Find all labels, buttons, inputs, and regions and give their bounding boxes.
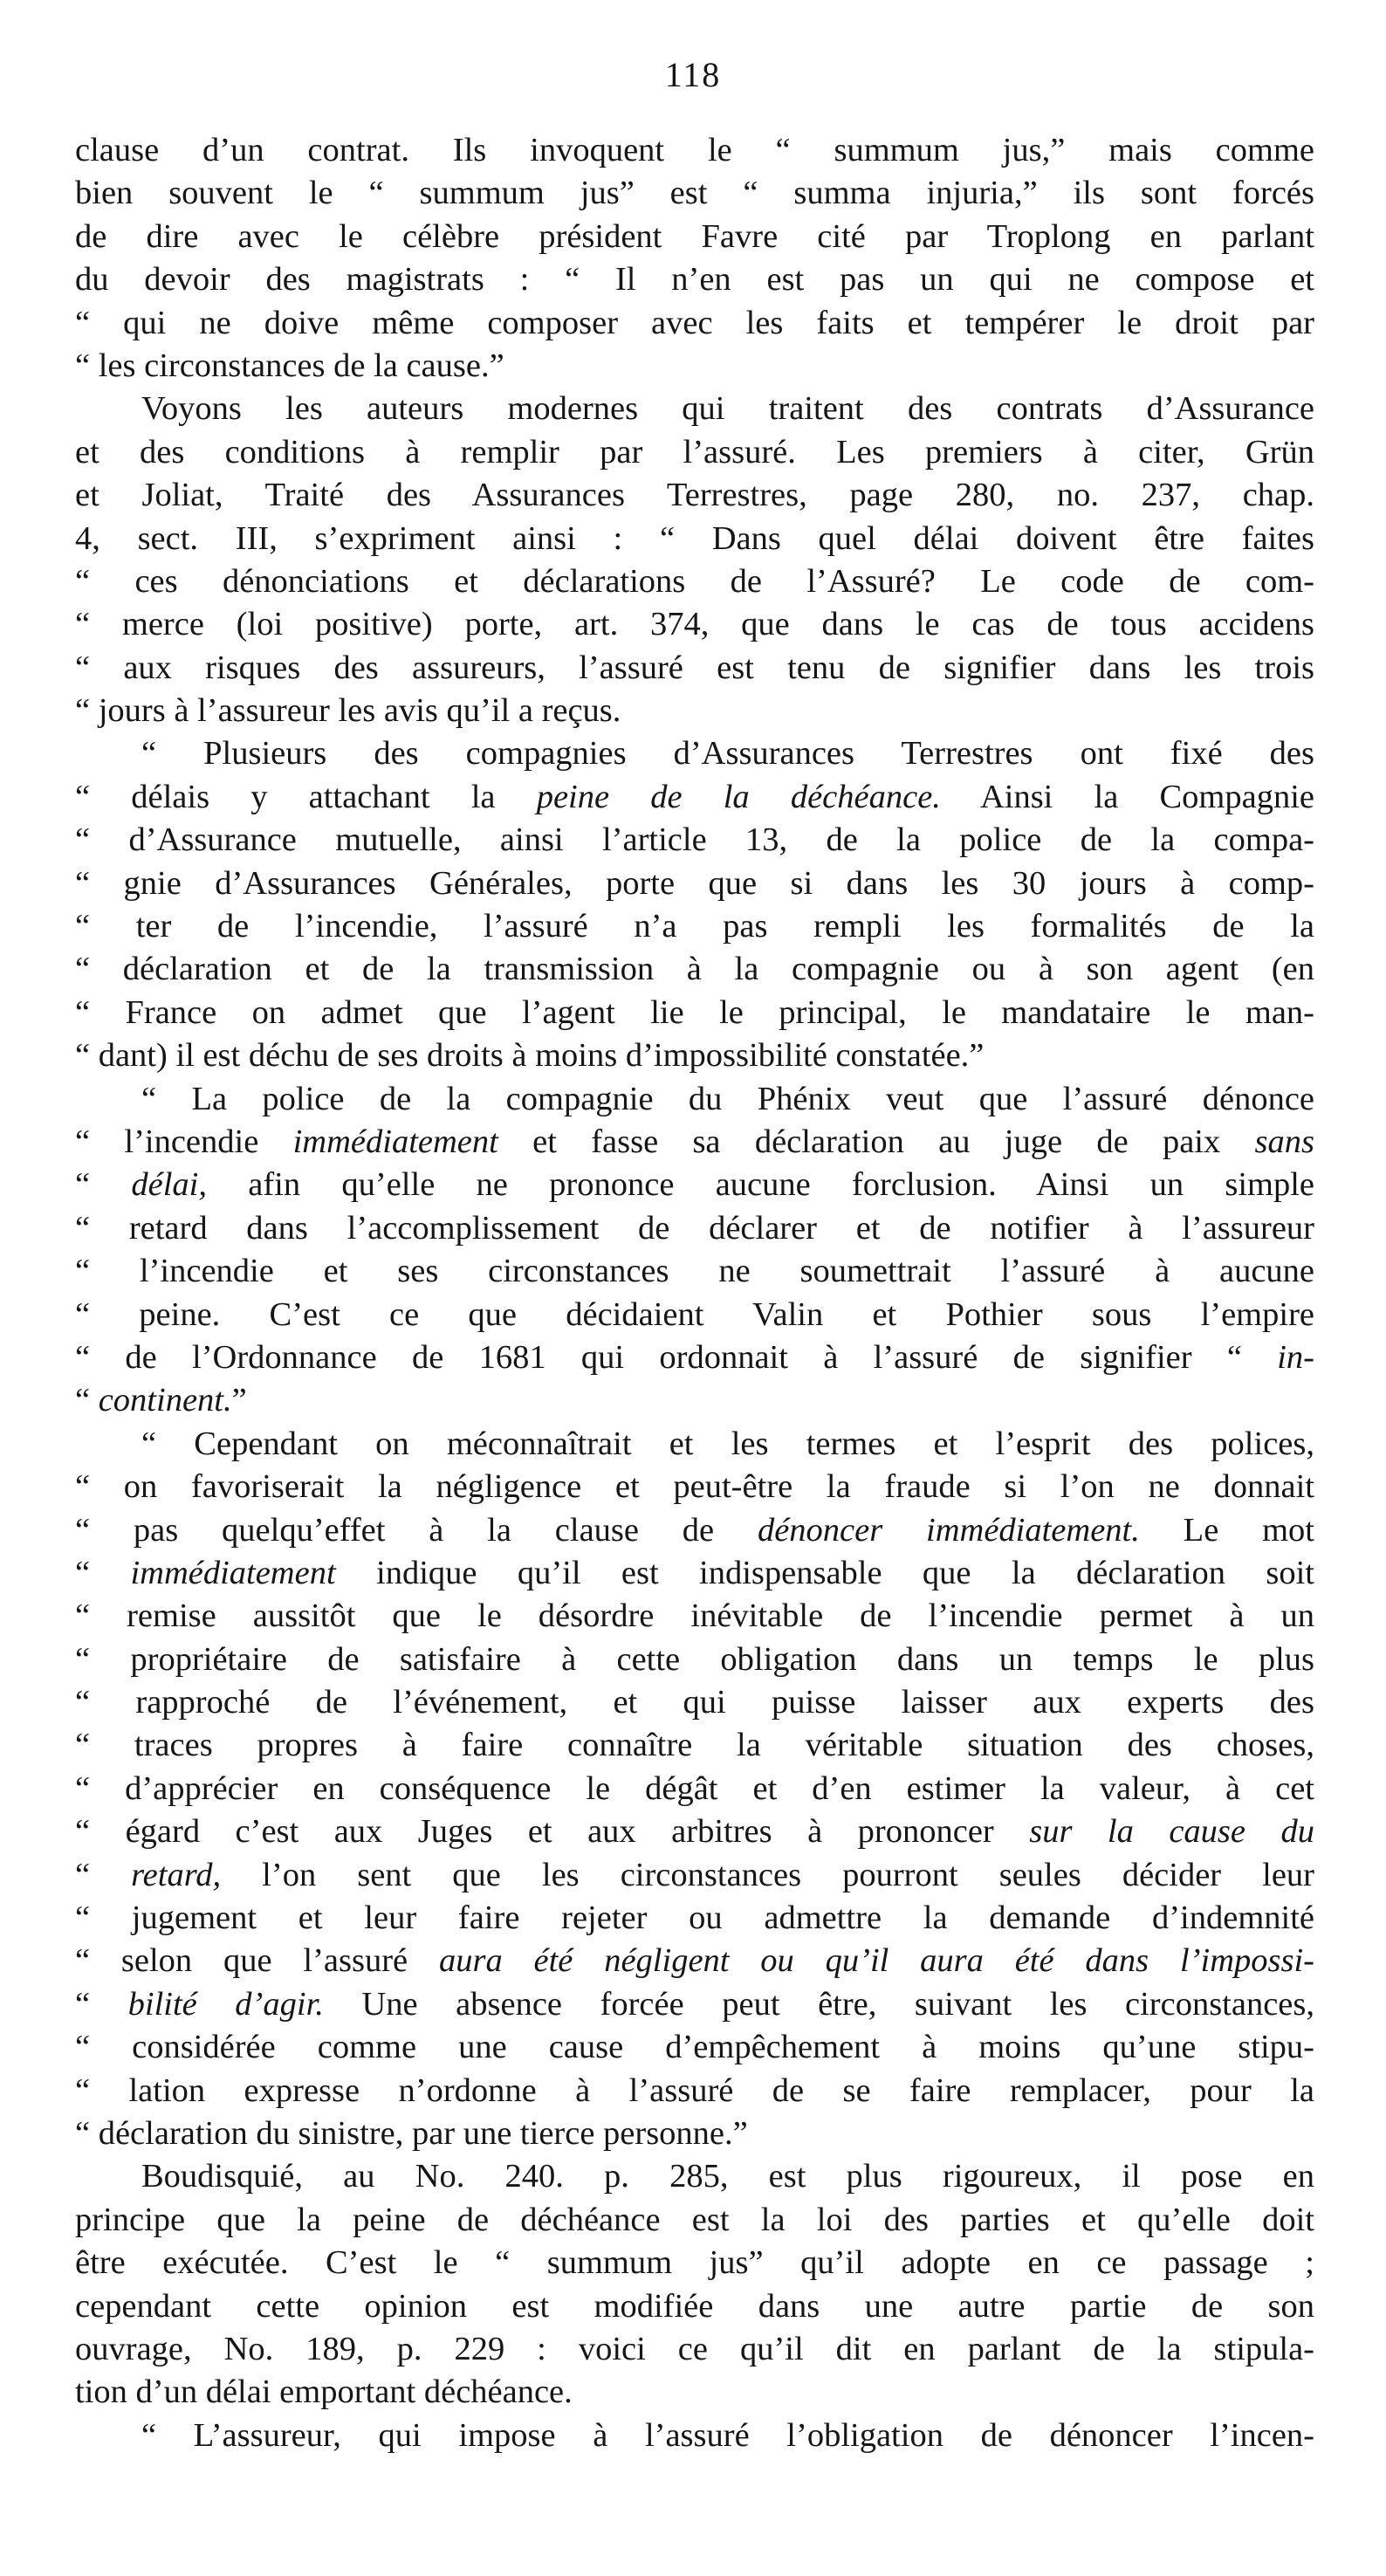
text-line <box>75 474 1314 517</box>
text-segment: “ dant) il est déchu de ses droits à moins d’impossibilité constatée.” <box>75 1037 985 1075</box>
text-line <box>75 2371 1314 2414</box>
text-segment: l’on sent que les circonstances pourront seules décider leur <box>221 1856 1314 1893</box>
text-segment: “ peine. C’est ce que décidaient Valin et Pothier sous l’empire <box>75 1295 1314 1333</box>
text-line <box>75 647 1314 690</box>
text-segment: “ jugement et leur faire rejeter ou admettre la demande d’indemnité <box>75 1899 1314 1937</box>
text-line <box>75 1294 1314 1336</box>
text-line <box>75 1423 1314 1466</box>
text-segment: et des conditions à remplir par l’assuré. Les premiers à citer, Grün <box>75 433 1314 471</box>
text-segment: ” <box>231 1382 247 1419</box>
text-line <box>75 1336 1314 1379</box>
text-segment: “ déclaration et de la transmission à la compagnie ou à son agent (en <box>75 951 1314 988</box>
page-number: 118 <box>664 55 722 94</box>
text-line <box>75 1724 1314 1767</box>
text-segment: afin qu’elle ne prononce aucune forclusion. Ainsi un simple <box>206 1166 1315 1204</box>
text-segment: “ <box>75 1985 128 2023</box>
italic-text: dénoncer immédiatement. <box>757 1511 1140 1549</box>
text-segment: “ selon que l’assuré <box>75 1942 439 1980</box>
text-segment: “ merce (loi positive) porte, art. 374, que dans le cas de tous accidens <box>75 606 1314 643</box>
text-line <box>75 1854 1314 1897</box>
text-segment: “ La police de la compagnie du Phénix veut que l’assuré dénonce <box>141 1080 1314 1117</box>
text-segment: “ remise aussitôt que le désordre inévitable de l’incendie permet à un <box>75 1597 1314 1635</box>
text-line <box>75 1897 1314 1940</box>
text-segment: “ pas quelqu’effet à la clause de <box>75 1511 758 1549</box>
text-line <box>75 2242 1314 2284</box>
text-line <box>75 1207 1314 1250</box>
text-line <box>75 1379 1314 1422</box>
text-segment: de dire avec le célèbre président Favre cité par Troplong en parlant <box>75 217 1314 255</box>
text-line <box>75 2328 1314 2371</box>
text-line <box>75 258 1314 301</box>
text-segment: être exécutée. C’est le “ summum jus” qu’il adopte en ce passage ; <box>75 2244 1314 2282</box>
text-segment: “ d’apprécier en conséquence le dégât et d’en estimer la valeur, à cet <box>75 1769 1314 1807</box>
text-line <box>75 216 1314 258</box>
text-line <box>75 345 1314 388</box>
text-line <box>75 1121 1314 1164</box>
italic-text: continent. <box>98 1382 232 1419</box>
text-line <box>75 2070 1314 2112</box>
text-segment: “ aux risques des assureurs, l’assuré est tenu de signifier dans les trois <box>75 649 1314 686</box>
text-line <box>75 862 1314 905</box>
text-line <box>75 732 1314 775</box>
text-segment: du devoir des magistrats : “ Il n’en est pas un qui ne compose et <box>75 261 1314 299</box>
text-segment: “ ter de l’incendie, l’assuré n’a pas rempli les formalités de la <box>75 908 1314 945</box>
text-line <box>75 1078 1314 1121</box>
text-segment: “ <box>75 1166 132 1204</box>
text-segment: “ délais y attachant la <box>75 778 537 815</box>
text-segment: “ <box>75 1856 132 1893</box>
text-line <box>75 1768 1314 1810</box>
text-line <box>75 2026 1314 2069</box>
text-segment: Le mot <box>1139 1511 1314 1549</box>
text-line <box>75 518 1314 560</box>
text-segment: et Joliat, Traité des Assurances Terrestres, page 280, no. 237, chap. <box>75 477 1314 514</box>
text-line <box>75 1466 1314 1508</box>
text-line <box>75 1250 1314 1293</box>
text-line <box>75 1681 1314 1724</box>
text-segment: Une absence forcée peut être, suivant les circonstances, <box>323 1985 1314 2023</box>
text-line <box>75 1509 1314 1552</box>
text-segment: 4, sect. III, s’expriment ainsi : “ Dans quel délai doivent être faites <box>75 519 1314 557</box>
text-segment: bien souvent le “ summum jus” est “ summa injuria,” ils sont forcés <box>75 175 1314 212</box>
text-segment: “ <box>75 1382 99 1419</box>
text-segment: clause d’un contrat. Ils invoquent le “ summum jus,” mais comme <box>75 132 1314 168</box>
text-line <box>75 172 1314 215</box>
text-segment: “ jours à l’assureur les avis qu’il a reçus. <box>75 692 621 730</box>
text-segment: “ les circonstances de la cause.” <box>75 347 504 384</box>
text-line <box>75 2112 1314 2155</box>
italic-text: retard, <box>131 1856 222 1893</box>
text-segment: “ gnie d’Assurances Générales, porte que si dans les 30 jours à comp- <box>75 864 1314 902</box>
text-segment: “ égard c’est aux Juges et aux arbitres à prononcer <box>75 1813 1030 1851</box>
text-line <box>75 2199 1314 2242</box>
text-line <box>75 603 1314 646</box>
text-segment: “ <box>75 1554 131 1591</box>
text-segment: Boudisquié, au No. 240. p. 285, est plus rigoureux, il pose en <box>141 2158 1314 2195</box>
text-segment: “ considérée comme une cause d’empêchement à moins qu’une stipu- <box>75 2029 1314 2066</box>
text-segment: Voyons les auteurs modernes qui traitent des contrats d’Assurance <box>141 390 1314 428</box>
text-line <box>75 1552 1314 1595</box>
text-segment: “ déclaration du sinistre, par une tierce personne.” <box>75 2114 748 2152</box>
italic-text: sur la cause du <box>1029 1813 1314 1851</box>
text-segment: “ d’Assurance mutuelle, ainsi l’article 13, de la police de la compa- <box>75 821 1314 859</box>
body-text <box>75 129 1314 2457</box>
italic-text: immédiatement <box>130 1554 336 1591</box>
text-segment: “ l’incendie et ses circonstances ne soumettrait l’assuré à aucune <box>75 1253 1314 1290</box>
italic-text: sans <box>1254 1123 1315 1160</box>
text-segment: “ rapproché de l’événement, et qui puisse laisser aux experts des <box>75 1684 1314 1721</box>
text-line <box>75 1034 1314 1077</box>
text-line <box>75 2415 1314 2457</box>
text-line <box>75 431 1314 474</box>
italic-text: immédiatement <box>292 1123 498 1160</box>
text-segment: indique qu’il est indispensable que la déclaration soit <box>335 1554 1314 1591</box>
text-line <box>75 302 1314 345</box>
text-segment: “ propriétaire de satisfaire à cette obligation dans un temps le plus <box>75 1640 1314 1678</box>
text-line <box>75 1940 1314 1982</box>
text-line <box>75 1810 1314 1853</box>
text-line <box>75 819 1314 862</box>
italic-text: aura été négligent ou qu’il aura été dans l’impossi- <box>438 1942 1314 1980</box>
text-segment: “ France on admet que l’agent lie le principal, le mandataire le man- <box>75 993 1314 1031</box>
text-line <box>75 560 1314 603</box>
text-line <box>75 690 1314 732</box>
italic-text: peine de la déchéance. <box>536 778 941 815</box>
italic-text: bilité d’agir. <box>127 1985 324 2023</box>
text-segment: et fasse sa déclaration au juge de paix <box>497 1123 1255 1160</box>
text-line <box>75 2155 1314 2198</box>
text-line <box>75 1164 1314 1206</box>
italic-text: délai, <box>131 1166 207 1204</box>
text-line <box>75 388 1314 430</box>
text-line <box>75 2285 1314 2328</box>
text-line <box>75 948 1314 991</box>
text-segment: “ ces dénonciations et déclarations de l’Assuré? Le code de com- <box>75 562 1314 600</box>
text-line <box>75 776 1314 819</box>
text-segment: “ on favoriserait la négligence et peut-être la fraude si l’on ne donnait <box>75 1468 1314 1506</box>
text-segment: “ l’incendie <box>75 1123 293 1160</box>
text-segment: cependant cette opinion est modifiée dans une autre partie de son <box>75 2287 1314 2325</box>
text-segment: “ Plusieurs des compagnies d’Assurances Terrestres ont fixé des <box>141 735 1314 773</box>
text-line <box>75 992 1314 1034</box>
text-line <box>75 1595 1314 1638</box>
text-segment: “ de l’Ordonnance de 1681 qui ordonnait à l’assuré de signifier “ <box>75 1338 1278 1376</box>
text-segment: ouvrage, No. 189, p. 229 : voici ce qu’il dit en parlant de la stipula- <box>75 2330 1314 2367</box>
text-line <box>75 129 1314 172</box>
text-segment: Ainsi la Compagnie <box>940 778 1314 815</box>
text-line <box>75 1983 1314 2026</box>
text-line <box>75 1638 1314 1681</box>
text-segment: “ lation expresse n’ordonne à l’assuré de se faire remplacer, pour la <box>75 2071 1314 2109</box>
italic-text: in- <box>1277 1338 1314 1376</box>
text-segment: “ qui ne doive même composer avec les faits et tempérer le droit par <box>75 304 1314 341</box>
text-segment: “ retard dans l’accomplissement de déclarer et de notifier à l’assureur <box>75 1209 1314 1247</box>
text-segment: principe que la peine de déchéance est la loi des parties et qu’elle doit <box>75 2201 1314 2238</box>
text-line <box>75 905 1314 948</box>
text-segment: tion d’un délai emportant déchéance. <box>75 2373 573 2411</box>
text-segment: “ Cependant on méconnaîtrait et les termes et l’esprit des polices, <box>141 1425 1314 1462</box>
text-segment: “ traces propres à faire connaître la véritable situation des choses, <box>75 1727 1314 1764</box>
text-segment: “ L’assureur, qui impose à l’assuré l’obligation de dénoncer l’incen- <box>141 2416 1314 2454</box>
